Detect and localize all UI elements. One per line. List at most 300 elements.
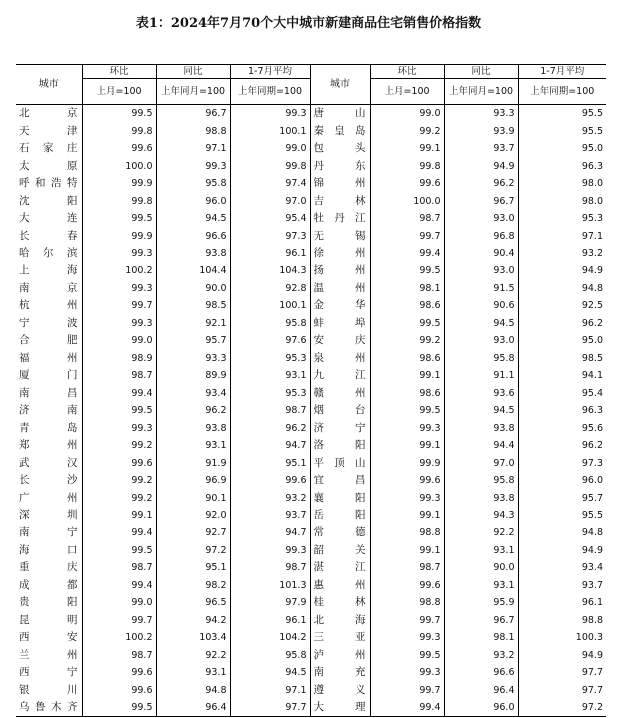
right-mom-value: 99.1 xyxy=(370,140,444,157)
left-avg-value: 97.4 xyxy=(230,175,310,192)
table-row xyxy=(16,367,606,384)
right-avg-value: 95.3 xyxy=(581,213,603,225)
left-mom-value: 99.5 xyxy=(82,699,156,717)
left-mom-value: 98.9 xyxy=(82,350,156,367)
left-mom-value: 99.2 xyxy=(82,489,156,506)
left-city-name: 南宁 xyxy=(16,524,82,541)
left-avg-value: 97.3 xyxy=(230,227,310,244)
right-mom-value: 99.4 xyxy=(370,245,444,262)
header-avg-right: 1-7月平均 xyxy=(518,65,606,79)
left-avg-value: 104.2 xyxy=(230,629,310,646)
left-yoy-value: 95.7 xyxy=(156,332,230,349)
right-city-name: 锦州 xyxy=(310,175,370,192)
right-yoy-value: 97.0 xyxy=(444,454,518,471)
left-avg-value: 96.2 xyxy=(230,419,310,436)
table-row xyxy=(16,175,606,192)
left-city-name: 北京 xyxy=(16,105,82,123)
right-city-name: 济宁 xyxy=(310,419,370,436)
table-row xyxy=(16,192,606,209)
left-yoy-value: 90.1 xyxy=(156,489,230,506)
right-mom-value: 99.9 xyxy=(370,454,444,471)
left-city-name: 哈尔滨 xyxy=(16,245,82,262)
left-city-name: 青岛 xyxy=(16,419,82,436)
left-avg-value: 93.7 xyxy=(230,507,310,524)
right-mom-value: 99.3 xyxy=(370,419,444,436)
right-mom-value: 99.6 xyxy=(370,472,444,489)
header-mom-base-left: 上月=100 xyxy=(82,79,156,105)
left-yoy-value: 94.2 xyxy=(156,612,230,629)
table-row xyxy=(16,105,606,123)
header-yoy-base-right: 上年同月=100 xyxy=(444,79,518,105)
right-mom-value: 98.8 xyxy=(370,524,444,541)
left-mom-value: 99.3 xyxy=(82,280,156,297)
right-city-name: 安庆 xyxy=(310,332,370,349)
left-mom-value: 99.3 xyxy=(82,245,156,262)
left-city-name: 西宁 xyxy=(16,664,82,681)
left-yoy-value: 91.9 xyxy=(156,454,230,471)
left-mom-value: 99.7 xyxy=(82,612,156,629)
right-city-name: 牡丹江 xyxy=(310,210,370,227)
right-mom-value: 99.1 xyxy=(370,367,444,384)
table-row xyxy=(16,542,606,559)
left-yoy-value: 96.6 xyxy=(156,227,230,244)
right-mom-value: 98.8 xyxy=(370,594,444,611)
table-row xyxy=(16,629,606,646)
left-city-name: 深圳 xyxy=(16,507,82,524)
left-city-name: 杭州 xyxy=(16,297,82,314)
left-city-name: 昆明 xyxy=(16,612,82,629)
right-yoy-value: 94.3 xyxy=(444,507,518,524)
left-city-name: 合肥 xyxy=(16,332,82,349)
left-avg-value: 100.1 xyxy=(230,122,310,139)
right-avg-value: 100.3 xyxy=(575,632,603,644)
right-yoy-value: 93.1 xyxy=(444,542,518,559)
right-city-name: 桂林 xyxy=(310,594,370,611)
left-city-name: 沈阳 xyxy=(16,192,82,209)
right-city-name: 丹东 xyxy=(310,157,370,174)
right-avg-value: 97.2 xyxy=(581,702,603,714)
right-yoy-value: 91.5 xyxy=(444,280,518,297)
table-row xyxy=(16,280,606,297)
left-city-name: 太原 xyxy=(16,157,82,174)
right-yoy-value: 93.0 xyxy=(444,210,518,227)
table-row xyxy=(16,402,606,419)
right-yoy-value: 93.0 xyxy=(444,332,518,349)
left-mom-value: 100.0 xyxy=(82,157,156,174)
right-city-name: 温州 xyxy=(310,280,370,297)
left-yoy-value: 93.4 xyxy=(156,385,230,402)
left-city-name: 福州 xyxy=(16,350,82,367)
right-mom-value: 99.2 xyxy=(370,332,444,349)
right-mom-value: 99.7 xyxy=(370,227,444,244)
header-yoy-right: 同比 xyxy=(444,65,518,79)
left-yoy-value: 92.0 xyxy=(156,507,230,524)
left-mom-value: 99.8 xyxy=(82,192,156,209)
left-city-name: 呼和浩特 xyxy=(16,175,82,192)
left-mom-value: 99.4 xyxy=(82,524,156,541)
left-avg-value: 99.3 xyxy=(230,542,310,559)
right-city-name: 韶关 xyxy=(310,542,370,559)
left-yoy-value: 92.2 xyxy=(156,647,230,664)
left-yoy-value: 96.7 xyxy=(156,105,230,123)
right-mom-value: 99.3 xyxy=(370,489,444,506)
left-yoy-value: 96.5 xyxy=(156,594,230,611)
right-mom-value: 99.0 xyxy=(370,105,444,123)
left-yoy-value: 93.1 xyxy=(156,664,230,681)
left-mom-value: 99.5 xyxy=(82,105,156,123)
left-mom-value: 99.3 xyxy=(82,315,156,332)
right-yoy-value: 92.2 xyxy=(444,524,518,541)
right-yoy-value: 96.7 xyxy=(444,612,518,629)
right-avg-value: 93.2 xyxy=(581,247,603,259)
left-yoy-value: 93.8 xyxy=(156,419,230,436)
left-yoy-value: 99.3 xyxy=(156,157,230,174)
table-row xyxy=(16,227,606,244)
left-yoy-value: 96.9 xyxy=(156,472,230,489)
left-yoy-value: 95.8 xyxy=(156,175,230,192)
left-city-name: 济南 xyxy=(16,402,82,419)
right-avg-value: 96.2 xyxy=(581,317,603,329)
right-city-name: 三亚 xyxy=(310,629,370,646)
right-mom-value: 99.7 xyxy=(370,612,444,629)
right-avg-value: 97.1 xyxy=(581,230,603,242)
right-mom-value: 99.1 xyxy=(370,507,444,524)
table-row xyxy=(16,559,606,576)
left-mom-value: 99.7 xyxy=(82,297,156,314)
left-mom-value: 98.7 xyxy=(82,559,156,576)
right-city-name: 泉州 xyxy=(310,350,370,367)
right-city-name: 唐山 xyxy=(310,105,370,123)
right-avg-value: 97.7 xyxy=(581,684,603,696)
left-city-name: 武汉 xyxy=(16,454,82,471)
right-avg-value: 98.5 xyxy=(581,352,603,364)
left-mom-value: 99.5 xyxy=(82,402,156,419)
left-avg-value: 95.1 xyxy=(230,454,310,471)
table-row xyxy=(16,140,606,157)
left-yoy-value: 93.3 xyxy=(156,350,230,367)
right-city-name: 北海 xyxy=(310,612,370,629)
left-yoy-value: 96.4 xyxy=(156,699,230,717)
left-city-name: 西安 xyxy=(16,629,82,646)
right-city-name: 蚌埠 xyxy=(310,315,370,332)
right-yoy-value: 93.8 xyxy=(444,419,518,436)
right-city-name: 包头 xyxy=(310,140,370,157)
left-city-name: 上海 xyxy=(16,262,82,279)
table-row xyxy=(16,489,606,506)
right-city-name: 南充 xyxy=(310,664,370,681)
right-mom-value: 99.4 xyxy=(370,699,444,717)
right-avg-value: 97.3 xyxy=(581,457,603,469)
right-mom-value: 100.0 xyxy=(370,192,444,209)
table-row xyxy=(16,524,606,541)
left-mom-value: 99.6 xyxy=(82,140,156,157)
left-avg-value: 99.6 xyxy=(230,472,310,489)
left-avg-value: 98.7 xyxy=(230,559,310,576)
left-mom-value: 99.5 xyxy=(82,542,156,559)
table-row xyxy=(16,157,606,174)
left-city-name: 成都 xyxy=(16,577,82,594)
left-yoy-value: 92.7 xyxy=(156,524,230,541)
left-city-name: 大连 xyxy=(16,210,82,227)
header-yoy-base-left: 上年同月=100 xyxy=(156,79,230,105)
left-avg-value: 99.8 xyxy=(230,157,310,174)
right-yoy-value: 95.9 xyxy=(444,594,518,611)
right-mom-value: 99.2 xyxy=(370,122,444,139)
table-row xyxy=(16,507,606,524)
left-mom-value: 99.2 xyxy=(82,472,156,489)
right-city-name: 宜昌 xyxy=(310,472,370,489)
left-avg-value: 95.8 xyxy=(230,315,310,332)
left-avg-value: 104.3 xyxy=(230,262,310,279)
header-avg-left: 1-7月平均 xyxy=(230,65,310,79)
table-row xyxy=(16,664,606,681)
right-yoy-value: 96.7 xyxy=(444,192,518,209)
left-avg-value: 101.3 xyxy=(230,577,310,594)
header-city-left: 城市 xyxy=(16,65,82,105)
right-mom-value: 99.6 xyxy=(370,577,444,594)
left-mom-value: 98.7 xyxy=(82,647,156,664)
left-yoy-value: 94.8 xyxy=(156,681,230,698)
right-city-name: 常德 xyxy=(310,524,370,541)
right-avg-value: 95.4 xyxy=(581,387,603,399)
header-yoy-left: 同比 xyxy=(156,65,230,79)
right-yoy-value: 90.6 xyxy=(444,297,518,314)
right-mom-value: 99.7 xyxy=(370,681,444,698)
left-mom-value: 99.6 xyxy=(82,454,156,471)
left-city-name: 厦门 xyxy=(16,367,82,384)
right-mom-value: 99.1 xyxy=(370,437,444,454)
right-yoy-value: 95.8 xyxy=(444,472,518,489)
left-mom-value: 99.9 xyxy=(82,175,156,192)
right-mom-value: 98.7 xyxy=(370,559,444,576)
left-avg-value: 94.7 xyxy=(230,524,310,541)
left-avg-value: 99.0 xyxy=(230,140,310,157)
right-avg-value: 94.9 xyxy=(581,544,603,556)
left-mom-value: 98.7 xyxy=(82,367,156,384)
right-yoy-value: 98.1 xyxy=(444,629,518,646)
right-yoy-value: 96.4 xyxy=(444,681,518,698)
right-city-name: 扬州 xyxy=(310,262,370,279)
left-mom-value: 99.0 xyxy=(82,332,156,349)
header-avg-base-right: 上年同期=100 xyxy=(518,79,606,105)
left-city-name: 长沙 xyxy=(16,472,82,489)
right-mom-value: 98.7 xyxy=(370,210,444,227)
right-mom-value: 99.8 xyxy=(370,157,444,174)
header-avg-base-left: 上年同期=100 xyxy=(230,79,310,105)
right-avg-value: 97.7 xyxy=(581,667,603,679)
left-yoy-value: 93.8 xyxy=(156,245,230,262)
right-city-name: 岳阳 xyxy=(310,507,370,524)
right-mom-value: 99.5 xyxy=(370,262,444,279)
right-avg-value: 95.0 xyxy=(581,143,603,155)
left-city-name: 重庆 xyxy=(16,559,82,576)
table-row xyxy=(16,385,606,402)
left-avg-value: 95.4 xyxy=(230,210,310,227)
table-row xyxy=(16,594,606,611)
right-mom-value: 99.3 xyxy=(370,629,444,646)
table-row xyxy=(16,315,606,332)
left-city-name: 兰州 xyxy=(16,647,82,664)
left-yoy-value: 97.2 xyxy=(156,542,230,559)
right-city-name: 无锡 xyxy=(310,227,370,244)
left-avg-value: 93.2 xyxy=(230,489,310,506)
right-avg-value: 93.4 xyxy=(581,562,603,574)
left-city-name: 天津 xyxy=(16,122,82,139)
left-city-name: 贵阳 xyxy=(16,594,82,611)
right-city-name: 烟台 xyxy=(310,402,370,419)
table-body xyxy=(16,105,606,717)
left-city-name: 银川 xyxy=(16,681,82,698)
right-yoy-value: 93.8 xyxy=(444,489,518,506)
right-city-name: 湛江 xyxy=(310,559,370,576)
right-mom-value: 99.5 xyxy=(370,315,444,332)
left-mom-value: 99.2 xyxy=(82,437,156,454)
right-city-name: 九江 xyxy=(310,367,370,384)
right-yoy-value: 96.8 xyxy=(444,227,518,244)
right-yoy-value: 96.2 xyxy=(444,175,518,192)
table-row xyxy=(16,122,606,139)
left-yoy-value: 90.0 xyxy=(156,280,230,297)
left-avg-value: 97.9 xyxy=(230,594,310,611)
right-mom-value: 99.6 xyxy=(370,175,444,192)
header-mom-right: 环比 xyxy=(370,65,444,79)
right-mom-value: 98.6 xyxy=(370,385,444,402)
left-avg-value: 98.7 xyxy=(230,402,310,419)
left-city-name: 宁波 xyxy=(16,315,82,332)
left-avg-value: 95.3 xyxy=(230,385,310,402)
right-yoy-value: 90.4 xyxy=(444,245,518,262)
right-yoy-value: 94.5 xyxy=(444,315,518,332)
table-row xyxy=(16,262,606,279)
left-yoy-value: 98.2 xyxy=(156,577,230,594)
right-avg-value: 92.5 xyxy=(581,300,603,312)
header-mom-left: 环比 xyxy=(82,65,156,79)
left-city-name: 南京 xyxy=(16,280,82,297)
left-mom-value: 99.9 xyxy=(82,227,156,244)
table-row xyxy=(16,210,606,227)
right-city-name: 泸州 xyxy=(310,647,370,664)
left-yoy-value: 94.5 xyxy=(156,210,230,227)
right-avg-value: 93.7 xyxy=(581,579,603,591)
right-yoy-value: 93.2 xyxy=(444,647,518,664)
table-row xyxy=(16,297,606,314)
right-avg-value: 94.9 xyxy=(581,649,603,661)
table-row xyxy=(16,437,606,454)
left-city-name: 石家庄 xyxy=(16,140,82,157)
right-yoy-value: 96.0 xyxy=(444,699,518,717)
table-row xyxy=(16,419,606,436)
right-mom-value: 99.1 xyxy=(370,542,444,559)
right-avg-value: 95.0 xyxy=(581,335,603,347)
left-city-name: 广州 xyxy=(16,489,82,506)
left-mom-value: 99.8 xyxy=(82,122,156,139)
right-yoy-value: 93.7 xyxy=(444,140,518,157)
right-yoy-value: 94.9 xyxy=(444,157,518,174)
right-city-name: 徐州 xyxy=(310,245,370,262)
right-city-name: 大理 xyxy=(310,699,370,717)
right-city-name: 遵义 xyxy=(310,681,370,698)
left-yoy-value: 103.4 xyxy=(156,629,230,646)
left-mom-value: 99.4 xyxy=(82,385,156,402)
right-avg-value: 94.1 xyxy=(581,370,603,382)
left-avg-value: 96.1 xyxy=(230,612,310,629)
left-city-name: 乌鲁木齐 xyxy=(16,699,82,717)
left-avg-value: 94.5 xyxy=(230,664,310,681)
left-yoy-value: 89.9 xyxy=(156,367,230,384)
right-city-name: 洛阳 xyxy=(310,437,370,454)
table-row xyxy=(16,350,606,367)
right-avg-value: 94.8 xyxy=(581,527,603,539)
header-city-right: 城市 xyxy=(310,65,370,105)
left-avg-value: 94.7 xyxy=(230,437,310,454)
left-avg-value: 96.1 xyxy=(230,245,310,262)
left-avg-value: 97.6 xyxy=(230,332,310,349)
left-avg-value: 97.0 xyxy=(230,192,310,209)
right-city-name: 平顶山 xyxy=(310,454,370,471)
left-yoy-value: 104.4 xyxy=(156,262,230,279)
left-avg-value: 92.8 xyxy=(230,280,310,297)
left-yoy-value: 93.1 xyxy=(156,437,230,454)
right-avg-value: 95.5 xyxy=(581,510,603,522)
price-index-table xyxy=(16,64,606,717)
right-avg-value: 95.6 xyxy=(581,422,603,434)
table-row xyxy=(16,612,606,629)
right-yoy-value: 94.5 xyxy=(444,402,518,419)
left-avg-value: 93.1 xyxy=(230,367,310,384)
left-mom-value: 99.6 xyxy=(82,664,156,681)
right-avg-value: 96.1 xyxy=(581,597,603,609)
table-row xyxy=(16,647,606,664)
left-yoy-value: 95.1 xyxy=(156,559,230,576)
right-yoy-value: 93.9 xyxy=(444,122,518,139)
table-row xyxy=(16,681,606,698)
right-avg-value: 95.7 xyxy=(581,492,603,504)
table-row xyxy=(16,472,606,489)
left-mom-value: 99.6 xyxy=(82,681,156,698)
right-yoy-value: 93.3 xyxy=(444,105,518,123)
left-mom-value: 99.5 xyxy=(82,210,156,227)
right-city-name: 襄阳 xyxy=(310,489,370,506)
right-yoy-value: 91.1 xyxy=(444,367,518,384)
right-avg-value: 98.0 xyxy=(581,195,603,207)
table-title: 表1：2024年7月70个大中城市新建商品住宅销售价格指数 xyxy=(135,16,482,31)
left-avg-value: 97.7 xyxy=(230,699,310,717)
left-yoy-value: 92.1 xyxy=(156,315,230,332)
right-avg-value: 94.8 xyxy=(581,282,603,294)
table-row xyxy=(16,332,606,349)
left-avg-value: 100.1 xyxy=(230,297,310,314)
left-mom-value: 99.0 xyxy=(82,594,156,611)
left-city-name: 郑州 xyxy=(16,437,82,454)
right-avg-value: 95.5 xyxy=(581,108,603,120)
right-city-name: 吉林 xyxy=(310,192,370,209)
right-avg-value: 96.3 xyxy=(581,160,603,172)
right-avg-value: 96.0 xyxy=(581,475,603,487)
table-row xyxy=(16,245,606,262)
left-yoy-value: 96.0 xyxy=(156,192,230,209)
left-avg-value: 95.3 xyxy=(230,350,310,367)
right-yoy-value: 93.6 xyxy=(444,385,518,402)
right-city-name: 秦皇岛 xyxy=(310,122,370,139)
left-yoy-value: 97.1 xyxy=(156,140,230,157)
right-yoy-value: 94.4 xyxy=(444,437,518,454)
left-mom-value: 99.4 xyxy=(82,577,156,594)
right-yoy-value: 95.8 xyxy=(444,350,518,367)
right-mom-value: 99.3 xyxy=(370,664,444,681)
right-avg-value: 94.9 xyxy=(581,265,603,277)
right-mom-value: 98.6 xyxy=(370,297,444,314)
left-mom-value: 99.1 xyxy=(82,507,156,524)
